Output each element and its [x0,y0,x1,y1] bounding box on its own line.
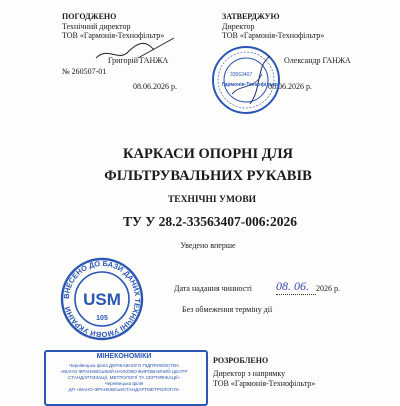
registration-stamp-ring-text: ВНЕСЕНО ДО БАЗИ ДАНИХ ТЕХНІЧНІ УМОВИ УКРАЇНИ [61,258,143,340]
right-approval-position: Директор [222,22,255,31]
title-line-1: КАРКАСИ ОПОРНІ ДЛЯ [123,146,293,162]
left-approval-company: ТОВ «Гармонія-Технофільтр» [62,31,165,40]
developed-position: Директор з напрямку [213,369,286,378]
ministry-stamp-line: СТАНДАРТИЗАЦІЇ, МЕТРОЛОГІЇ ТА СЕРТИФІКАЦІЇ» [67,375,181,380]
registration-stamp-number: 105 [96,315,108,322]
spec-code: ТУ У 28.2-33563407-006:2026 [123,214,297,229]
right-approval-name: Олександр ГАНЖА [284,56,351,65]
validity-date-label: Дата надання чинності [174,284,252,293]
registration-stamp-logo: USM [83,290,121,309]
title-line-2: ФІЛЬТРУВАЛЬНИХ РУКАВІВ [104,168,312,184]
left-approval-position: Технічний директор [62,22,131,31]
validity-term: Без обмеження терміну дії [182,305,273,314]
left-approval-name: Григорій ГАНЖА [108,56,169,65]
left-approval-date: 08.06.2026 р. [133,82,177,91]
validity-year: 2026 р. [316,284,340,293]
ministry-stamp-line: «ІВАНО-ФРАНКІВСЬКИЙ НАУКОВО-ВИРОБНИЧИЙ ЦЕНТР [60,369,188,374]
ministry-stamp-line: Чернівецька філія [104,381,144,386]
registration-stamp [60,257,144,341]
introduced-note: Уведено вперше [180,241,236,250]
developed-heading: РОЗРОБЛЕНО [213,356,269,365]
company-stamp [210,44,282,116]
left-approval-number: № 260507-01 [62,67,107,76]
subtitle: ТЕХНІЧНІ УМОВИ [167,195,257,205]
handwritten-date: 08. 06. [276,279,316,295]
developed-company: ТОВ «Гармонія-Технофільтр» [213,379,316,388]
ministry-stamp-title: МІНЕКОНОМІКИ [96,353,152,360]
right-approval-company: ТОВ «Гармонія-Технофільтр» [222,31,325,40]
right-approval-date: 08.06.2026 р. [268,82,312,91]
right-approval-heading: ЗАТВЕРДЖУЮ [222,12,280,21]
company-stamp-code: 33563407 [230,72,253,78]
ministry-stamp-line: Чернівецька філія ДЕРЖАВНОГО ПІДПРИЄМСТВА [69,363,179,368]
ministry-stamp-line: ДП «ІВАНО-ФРАНКІВСЬКСТАНДАРТМЕТРОЛОГІЯ» [68,387,180,392]
left-approval-heading: ПОГОДЖЕНО [62,12,117,21]
ministry-stamp-body [48,363,200,393]
company-stamp-name: Гармонія-Технофільтр [222,82,278,88]
